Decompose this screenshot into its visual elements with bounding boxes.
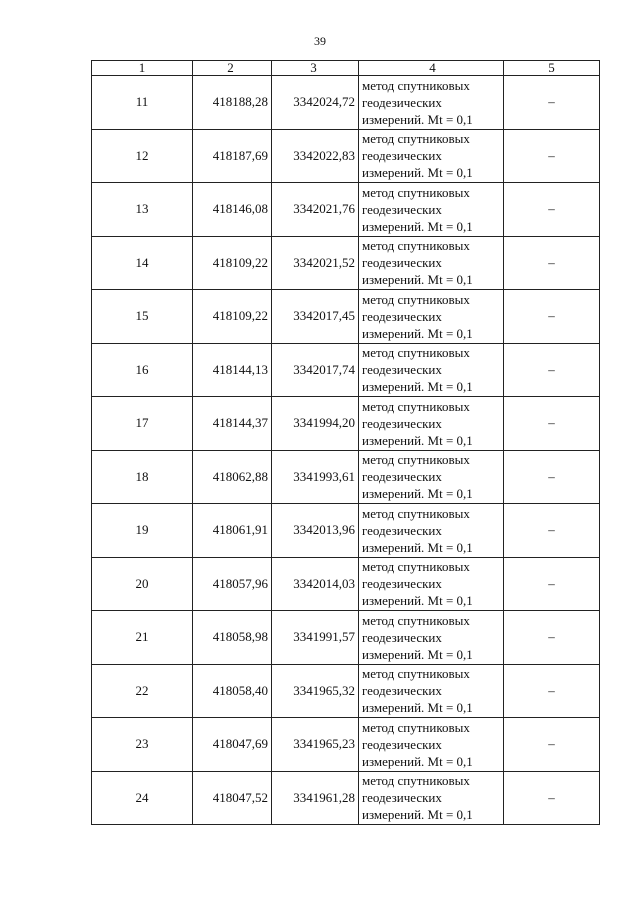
note-cell: –: [504, 664, 600, 718]
method-line: метод спутниковых: [362, 612, 470, 628]
method-cell: [359, 236, 504, 290]
header-col-5: 5: [504, 61, 600, 76]
point-number-cell: 19: [92, 504, 193, 558]
point-number-cell: 17: [92, 397, 193, 451]
x-coordinate-cell: 418058,40: [193, 664, 272, 718]
point-number-cell: 21: [92, 611, 193, 665]
table-row: [92, 450, 600, 504]
x-coordinate-cell: 418047,52: [193, 771, 272, 825]
method-line: метод спутниковых: [362, 345, 470, 361]
point-number-cell: 16: [92, 343, 193, 397]
note-cell: –: [504, 76, 600, 130]
method-line: геодезических: [362, 415, 442, 431]
note-cell: –: [504, 397, 600, 451]
x-coordinate-cell: 418109,22: [193, 290, 272, 344]
method-line: метод спутниковых: [362, 184, 470, 200]
y-coordinate-cell: 3341965,23: [272, 718, 359, 772]
y-coordinate-cell: 3342024,72: [272, 76, 359, 130]
method-line: геодезических: [362, 308, 442, 324]
point-number-cell: 14: [92, 236, 193, 290]
table-row: [92, 718, 600, 772]
method-line: измерений. Mt = 0,1: [362, 753, 473, 769]
method-cell: [359, 611, 504, 665]
note-cell: –: [504, 557, 600, 611]
method-line: измерений. Mt = 0,1: [362, 111, 473, 127]
method-line: геодезических: [362, 469, 442, 485]
method-cell: [359, 718, 504, 772]
table-body: [92, 76, 600, 825]
note-cell: –: [504, 129, 600, 183]
method-line: метод спутниковых: [362, 559, 470, 575]
table-row: [92, 771, 600, 825]
method-line: измерений. Mt = 0,1: [362, 700, 473, 716]
method-line: геодезических: [362, 255, 442, 271]
table-row: [92, 343, 600, 397]
note-cell: –: [504, 450, 600, 504]
y-coordinate-cell: 3341993,61: [272, 450, 359, 504]
coordinates-table: [91, 60, 600, 825]
method-line: измерений. Mt = 0,1: [362, 593, 473, 609]
method-line: геодезических: [362, 522, 442, 538]
method-line: метод спутниковых: [362, 291, 470, 307]
table-row: [92, 664, 600, 718]
y-coordinate-cell: 3341961,28: [272, 771, 359, 825]
table-row: [92, 397, 600, 451]
header-col-1: 1: [92, 61, 193, 76]
table-header-row: [92, 61, 600, 76]
table-row: [92, 290, 600, 344]
method-line: метод спутниковых: [362, 773, 470, 789]
y-coordinate-cell: 3341994,20: [272, 397, 359, 451]
method-cell: [359, 397, 504, 451]
x-coordinate-cell: 418144,37: [193, 397, 272, 451]
x-coordinate-cell: 418062,88: [193, 450, 272, 504]
note-cell: –: [504, 771, 600, 825]
header-col-2: 2: [193, 61, 272, 76]
method-line: измерений. Mt = 0,1: [362, 807, 473, 823]
method-cell: [359, 183, 504, 237]
method-cell: [359, 771, 504, 825]
method-line: метод спутниковых: [362, 77, 470, 93]
point-number-cell: 18: [92, 450, 193, 504]
method-cell: [359, 557, 504, 611]
page-number: 39: [314, 34, 326, 48]
method-cell: [359, 664, 504, 718]
method-line: геодезических: [362, 362, 442, 378]
x-coordinate-cell: 418187,69: [193, 129, 272, 183]
method-line: измерений. Mt = 0,1: [362, 165, 473, 181]
point-number-cell: 24: [92, 771, 193, 825]
x-coordinate-cell: 418047,69: [193, 718, 272, 772]
method-line: измерений. Mt = 0,1: [362, 218, 473, 234]
note-cell: –: [504, 183, 600, 237]
method-line: измерений. Mt = 0,1: [362, 432, 473, 448]
method-line: геодезических: [362, 94, 442, 110]
table-row: [92, 504, 600, 558]
method-cell: [359, 504, 504, 558]
x-coordinate-cell: 418146,08: [193, 183, 272, 237]
note-cell: –: [504, 504, 600, 558]
point-number-cell: 12: [92, 129, 193, 183]
method-cell: [359, 290, 504, 344]
x-coordinate-cell: 418188,28: [193, 76, 272, 130]
method-line: геодезических: [362, 683, 442, 699]
y-coordinate-cell: 3341965,32: [272, 664, 359, 718]
y-coordinate-cell: 3342021,76: [272, 183, 359, 237]
point-number-cell: 13: [92, 183, 193, 237]
point-number-cell: 23: [92, 718, 193, 772]
y-coordinate-cell: 3342014,03: [272, 557, 359, 611]
method-line: геодезических: [362, 201, 442, 217]
table-row: [92, 129, 600, 183]
method-cell: [359, 76, 504, 130]
note-cell: –: [504, 290, 600, 344]
note-cell: –: [504, 343, 600, 397]
table-row: [92, 557, 600, 611]
method-line: метод спутниковых: [362, 131, 470, 147]
point-number-cell: 20: [92, 557, 193, 611]
method-line: измерений. Mt = 0,1: [362, 486, 473, 502]
method-line: метод спутниковых: [362, 666, 470, 682]
x-coordinate-cell: 418057,96: [193, 557, 272, 611]
method-cell: [359, 129, 504, 183]
point-number-cell: 15: [92, 290, 193, 344]
method-line: геодезических: [362, 629, 442, 645]
y-coordinate-cell: 3342021,52: [272, 236, 359, 290]
table-row: [92, 76, 600, 130]
method-line: метод спутниковых: [362, 719, 470, 735]
point-number-cell: 22: [92, 664, 193, 718]
x-coordinate-cell: 418058,98: [193, 611, 272, 665]
y-coordinate-cell: 3341991,57: [272, 611, 359, 665]
method-line: измерений. Mt = 0,1: [362, 379, 473, 395]
y-coordinate-cell: 3342022,83: [272, 129, 359, 183]
method-line: метод спутниковых: [362, 452, 470, 468]
method-cell: [359, 450, 504, 504]
header-col-3: 3: [272, 61, 359, 76]
method-line: метод спутниковых: [362, 505, 470, 521]
y-coordinate-cell: 3342017,45: [272, 290, 359, 344]
method-line: геодезических: [362, 790, 442, 806]
method-line: метод спутниковых: [362, 398, 470, 414]
method-line: геодезических: [362, 736, 442, 752]
method-line: геодезических: [362, 576, 442, 592]
table-row: [92, 183, 600, 237]
note-cell: –: [504, 236, 600, 290]
y-coordinate-cell: 3342017,74: [272, 343, 359, 397]
note-cell: –: [504, 611, 600, 665]
method-line: измерений. Mt = 0,1: [362, 539, 473, 555]
note-cell: –: [504, 718, 600, 772]
y-coordinate-cell: 3342013,96: [272, 504, 359, 558]
table-row: [92, 611, 600, 665]
point-number-cell: 11: [92, 76, 193, 130]
table-row: [92, 236, 600, 290]
x-coordinate-cell: 418061,91: [193, 504, 272, 558]
method-line: геодезических: [362, 148, 442, 164]
x-coordinate-cell: 418144,13: [193, 343, 272, 397]
method-cell: [359, 343, 504, 397]
method-line: измерений. Mt = 0,1: [362, 272, 473, 288]
method-line: метод спутниковых: [362, 238, 470, 254]
x-coordinate-cell: 418109,22: [193, 236, 272, 290]
header-col-4: 4: [359, 61, 504, 76]
method-line: измерений. Mt = 0,1: [362, 325, 473, 341]
method-line: измерений. Mt = 0,1: [362, 646, 473, 662]
